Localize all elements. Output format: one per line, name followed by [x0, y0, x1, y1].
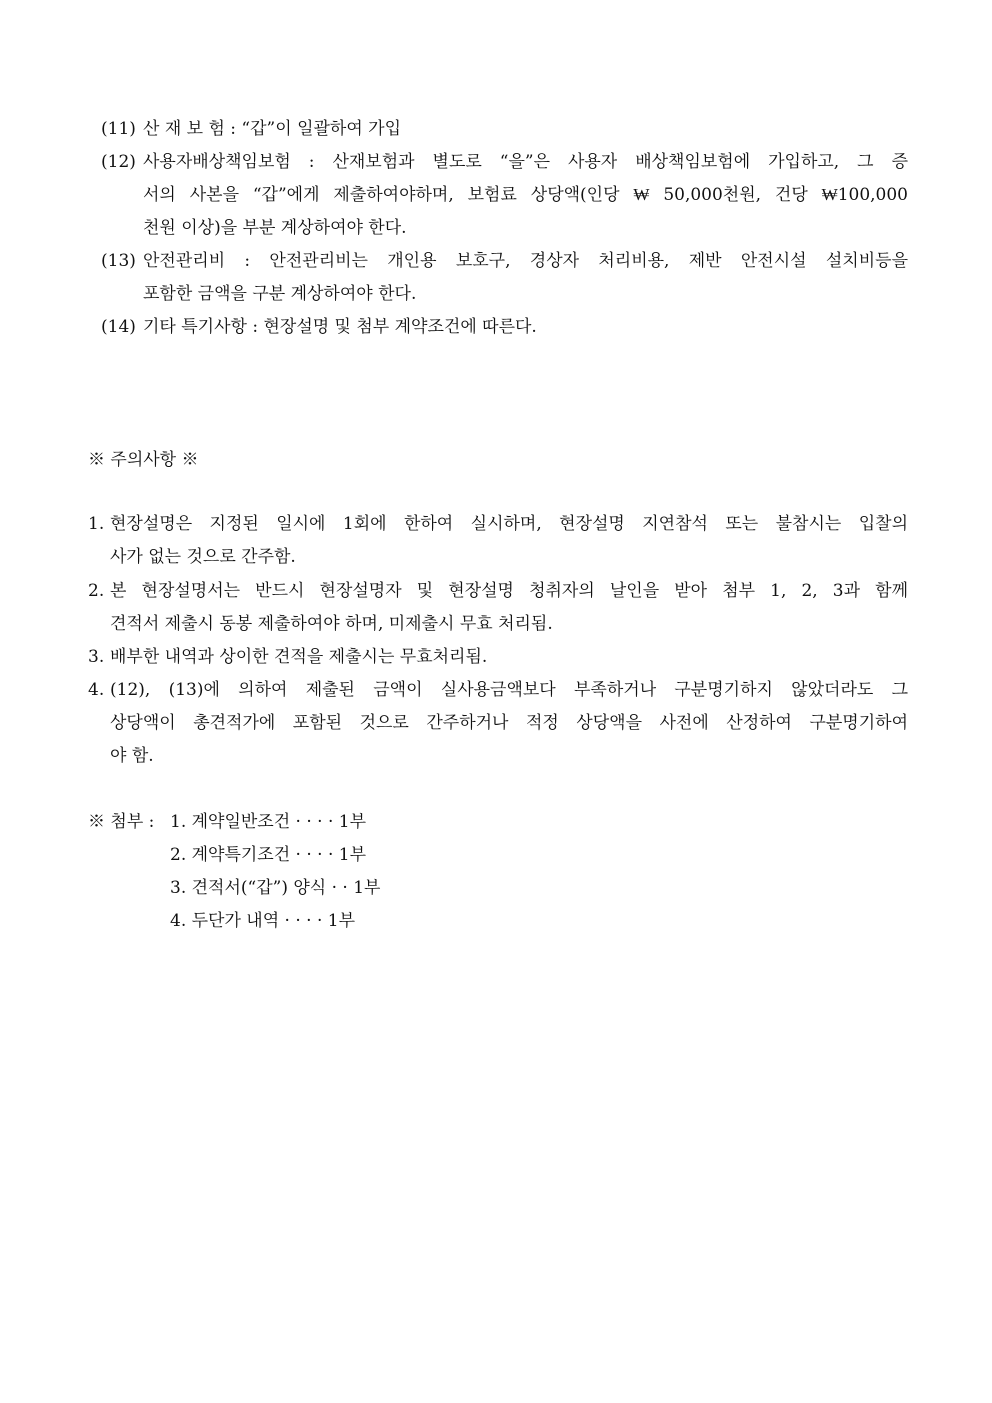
notice-3-number: 3. [88, 647, 105, 667]
clause-14-text: 기타 특기사항 : 현장설명 및 첨부 계약조건에 따른다. [143, 317, 537, 337]
notice-4-line-2: 상당액이 총견적가에 포함된 것으로 간주하거나 적정 상당액을 사전에 산정하여 구분명기하여 [110, 713, 908, 733]
attachment-item-2: 2. 계약특기조건 · · · · 1부 [170, 845, 367, 865]
clause-13-number: (13) [101, 251, 136, 271]
notice-heading: ※ 주의사항 ※ [88, 450, 199, 470]
notice-1-number: 1. [88, 514, 105, 534]
notice-2-line-2: 견적서 제출시 동봉 제출하여야 하며, 미제출시 무효 처리됨. [110, 614, 553, 634]
attachments-label: ※ 첨부 : [88, 812, 155, 832]
notice-4-line-1: (12), (13)에 의하여 제출된 금액이 실사용금액보다 부족하거나 구분명기하지 않았더라도 그 [110, 680, 908, 700]
attachment-item-3: 3. 견적서(“갑”) 양식 · · 1부 [170, 878, 381, 898]
notice-1-line-2: 사가 없는 것으로 간주함. [110, 547, 296, 567]
notice-2-line-1: 본 현장설명서는 반드시 현장설명자 및 현장설명 청취자의 날인을 받아 첨부 1, 2, 3과 함께 [110, 581, 908, 601]
clause-12-number: (12) [101, 152, 136, 172]
notice-3-line-1: 배부한 내역과 상이한 견적을 제출시는 무효처리됨. [110, 647, 488, 667]
clause-13-line-2: 포함한 금액을 구분 계상하여야 한다. [143, 284, 417, 304]
notice-4-number: 4. [88, 680, 105, 700]
clause-13-line-1: 안전관리비 : 안전관리비는 개인용 보호구, 경상자 처리비용, 제반 안전시설 설치비등을 [143, 251, 908, 271]
clause-11-number: (11) [101, 119, 136, 139]
clause-12-line-2: 서의 사본을 “갑”에게 제출하여야하며, 보험료 상당액(인당 ₩ 50,000천원, 건당 ₩100,000 [143, 185, 908, 205]
clause-14-number: (14) [101, 317, 136, 337]
notice-4-line-3: 야 함. [110, 746, 154, 766]
attachment-item-1: 1. 계약일반조건 · · · · 1부 [170, 812, 367, 832]
clause-12-line-3: 천원 이상)을 부분 계상하여야 한다. [143, 218, 407, 238]
notice-2-number: 2. [88, 581, 105, 601]
notice-1-line-1: 현장설명은 지정된 일시에 1회에 한하여 실시하며, 현장설명 지연참석 또는 불참시는 입찰의 [110, 514, 908, 534]
clause-11-text: 산 재 보 험 : “갑”이 일괄하여 가입 [143, 119, 401, 139]
attachment-item-4: 4. 두단가 내역 · · · · 1부 [170, 911, 356, 931]
clause-12-line-1: 사용자배상책임보험 : 산재보험과 별도로 “을”은 사용자 배상책임보험에 가입하고, 그 증 [143, 152, 908, 172]
